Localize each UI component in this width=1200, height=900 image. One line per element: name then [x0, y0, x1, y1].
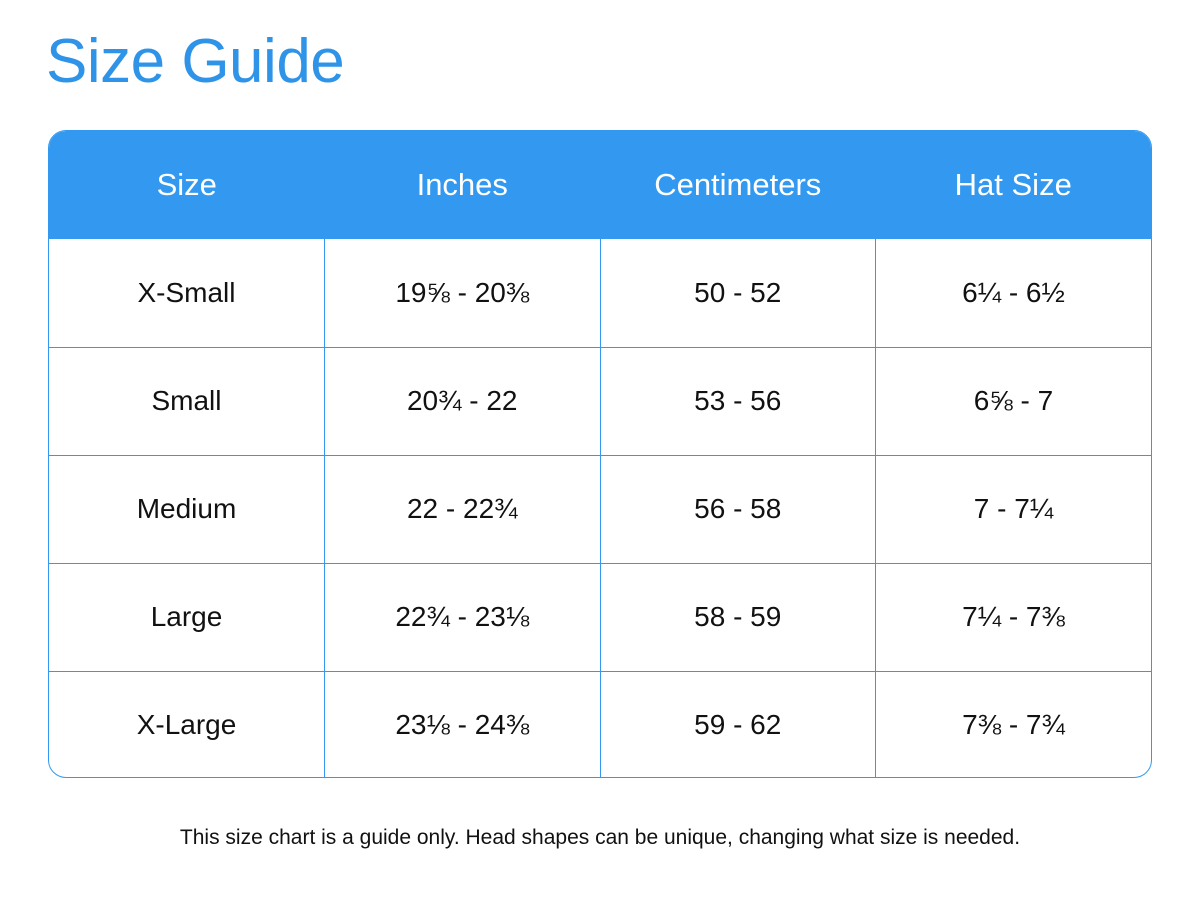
footnote: This size chart is a guide only. Head shapes can be unique, changing what size is needed.	[179, 826, 1021, 849]
cell-hat-size: 7⅜ - 7¾	[962, 709, 1065, 741]
header-row	[49, 131, 1151, 239]
cell-size: X-Large	[49, 671, 325, 778]
cell-centimeters: 59 - 62	[600, 671, 876, 778]
cell-size: Medium	[49, 455, 325, 563]
cell-inches: 23⅛ - 24⅜	[325, 671, 601, 778]
cell-size: Large	[49, 563, 325, 671]
column-header-inches: Inches	[416, 167, 508, 202]
table-row	[49, 563, 1151, 671]
table-row	[49, 347, 1151, 455]
cell-inches: 22¾ - 23⅛	[325, 563, 601, 671]
cell-inches: 19⅝ - 20⅜	[325, 239, 601, 347]
page-title: Size Guide	[46, 27, 345, 96]
cell-size: Small	[49, 347, 325, 455]
cell-hat-size: 7 - 7¼	[876, 455, 1152, 563]
cell-inches: 20¾ - 22	[325, 347, 601, 455]
cell-centimeters: 53 - 56	[600, 347, 876, 455]
cell-size: X-Small	[49, 239, 325, 347]
cell-inches: 22 - 22¾	[325, 455, 601, 563]
table-row	[49, 239, 1151, 347]
cell-hat-size: 6¼ - 6½	[876, 239, 1152, 347]
table-row	[49, 671, 1151, 778]
cell-centimeters: 56 - 58	[600, 455, 876, 563]
table-row	[49, 455, 1151, 563]
cell-centimeters: 58 - 59	[600, 563, 876, 671]
column-header-size: Size	[156, 167, 217, 202]
size-chart-table	[48, 130, 1152, 778]
cell-hat-size: 7¼ - 7⅜	[876, 563, 1152, 671]
column-header-centimeters: Centimeters	[654, 167, 822, 202]
size-table	[49, 131, 1151, 778]
table-header	[49, 131, 1151, 239]
column-header-hat-size: Hat Size	[954, 167, 1072, 202]
cell-hat-size: 6⅝ - 7	[876, 347, 1152, 455]
cell-centimeters: 50 - 52	[600, 239, 876, 347]
table-body	[49, 239, 1151, 778]
